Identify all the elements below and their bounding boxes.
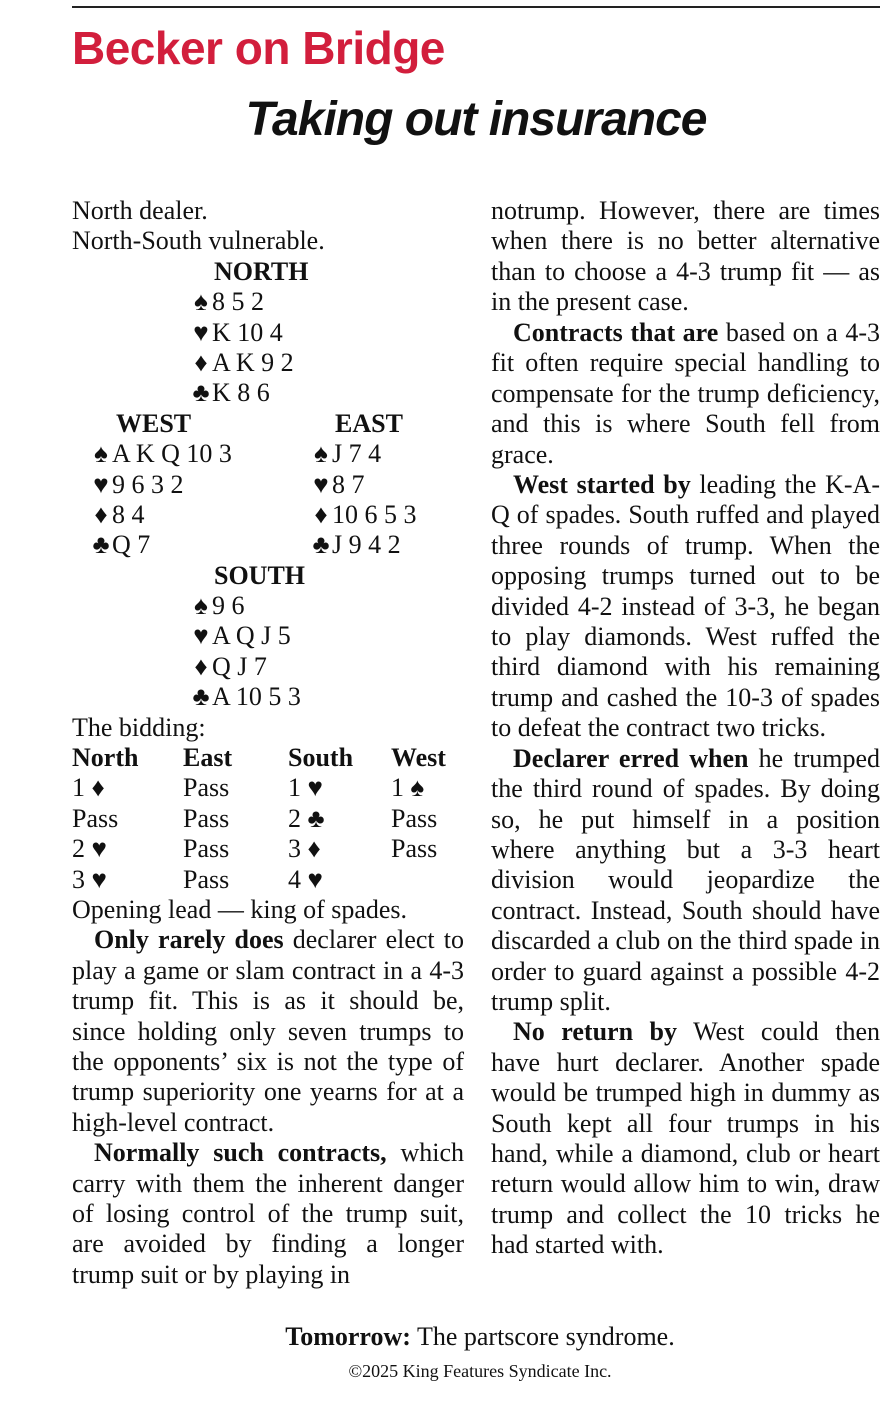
paragraph-2-start xyxy=(72,1138,464,1290)
bid: 1 ♥ xyxy=(288,773,323,803)
north-spades: 8 5 2 xyxy=(212,287,264,317)
paragraph-text: declarer elect to play a game or slam contract in a 4-3 trump fit. This is as it should be, since holding only seven trumps to the opponents’ six is not the type of trump superiority one yearns for at a high-level contract. xyxy=(72,925,464,1137)
vulnerability-line: North-South vulnerable. xyxy=(72,226,325,256)
east-diamonds: 10 6 5 3 xyxy=(332,499,417,529)
paragraph-2-continued xyxy=(491,196,880,318)
east-hearts: 8 7 xyxy=(332,469,365,499)
right-column xyxy=(491,196,880,1261)
bid: Pass xyxy=(183,803,230,833)
dealer-line: North dealer. xyxy=(72,196,208,225)
south-spades: 9 6 xyxy=(212,591,245,621)
north-clubs: K 8 6 xyxy=(212,378,270,408)
bid: 2 ♥ xyxy=(72,834,107,864)
paragraph-lead: No return by xyxy=(513,1017,678,1047)
bid: Pass xyxy=(183,834,230,864)
tomorrow-label: Tomorrow: xyxy=(285,1322,411,1351)
bidding-row xyxy=(72,804,464,834)
article-headline: Taking out insurance xyxy=(245,93,707,146)
bidding-row xyxy=(72,834,464,864)
north-label: NORTH xyxy=(214,256,309,286)
diamond-icon: ♦ xyxy=(194,347,208,377)
heart-icon: ♥ xyxy=(313,469,329,499)
bid: 1 ♦ xyxy=(72,773,105,803)
heart-icon: ♥ xyxy=(193,621,209,651)
bidding-header-west: West xyxy=(391,743,446,773)
bidding-header-row xyxy=(72,743,464,773)
south-label: SOUTH xyxy=(214,560,306,590)
west-spades: A K Q 10 3 xyxy=(112,439,232,469)
south-hand xyxy=(72,561,464,591)
west-east-labels xyxy=(72,409,464,439)
diamond-icon: ♦ xyxy=(194,651,208,681)
bid: 1 ♠ xyxy=(391,773,425,803)
club-icon: ♣ xyxy=(312,530,330,560)
bidding-row xyxy=(72,773,464,803)
bidding-label: The bidding: xyxy=(72,712,206,742)
bidding-row xyxy=(72,865,464,895)
paragraph-2-tail xyxy=(491,196,880,318)
east-label: EAST xyxy=(335,408,403,438)
west-diamonds: 8 4 xyxy=(112,499,145,529)
south-clubs: A 10 5 3 xyxy=(212,682,301,712)
spade-icon: ♠ xyxy=(194,591,208,621)
north-hearts: K 10 4 xyxy=(212,317,283,347)
paragraph-text: West could then have hurt declarer. Another spade would be trumped high in dummy as South kept all four trumps in his hand, while a diamond, club or heart return would allow him to win, draw trump and collect the 10 tricks he had started with. xyxy=(491,1017,880,1260)
east-spades: J 7 4 xyxy=(332,439,382,469)
paragraph-text: leading the K-A-Q of spades. South ruffed and played three rounds of trump. When the opposing trumps turned out to be divided 4-2 instead of 3-3, he began to play diamonds. West ruffed the third diamond with his remaining trump and cashed the 10-3 of spades to defeat the contract two tricks. xyxy=(491,470,880,743)
heart-icon: ♥ xyxy=(193,317,209,347)
paragraph-lead: Declarer erred when xyxy=(513,743,749,773)
paragraph-lead: West started by xyxy=(513,470,691,500)
bidding-header-east: East xyxy=(183,743,233,773)
bid: 3 ♦ xyxy=(288,834,321,864)
paragraph-text: he trumped the third round of spades. By doing so, he put himself in a position where anything but a 3-3 heart division would jeopardize the contract. Instead, South should have discarded a club on the third spade in order to guard against a possible 4-2 trump split. xyxy=(491,743,880,1016)
west-hearts: 9 6 3 2 xyxy=(112,469,184,499)
bidding-header-north: North xyxy=(72,743,139,773)
bid: 4 ♥ xyxy=(288,864,323,894)
bid: Pass xyxy=(391,803,438,833)
bid: Pass xyxy=(183,773,230,803)
club-icon: ♣ xyxy=(92,530,110,560)
bid: Pass xyxy=(183,864,230,894)
bid: 3 ♥ xyxy=(72,864,107,894)
paragraph-lead: Normally such contracts, xyxy=(94,1138,387,1168)
paragraph-3 xyxy=(491,318,880,470)
west-clubs: Q 7 xyxy=(112,530,151,560)
paragraph-5 xyxy=(491,744,880,1018)
west-label: WEST xyxy=(116,408,192,438)
paragraph-text: which carry with them the inherent danger of losing control of the trump suit, are avoided by finding a longer trump suit or by playing in xyxy=(72,1138,464,1289)
paragraph-text: notrump. However, there are times when there is no better alternative than to choose a 4-3 trump fit — as in the present case. xyxy=(491,196,880,317)
paragraph-lead: Contracts that are xyxy=(513,318,719,347)
bidding-header-south: South xyxy=(288,743,354,773)
diamond-icon: ♦ xyxy=(314,499,328,529)
bid: 2 ♣ xyxy=(288,803,325,833)
paragraph-4 xyxy=(491,470,880,744)
club-icon: ♣ xyxy=(192,378,210,408)
tomorrow-text: The partscore syndrome. xyxy=(410,1322,675,1351)
spade-icon: ♠ xyxy=(194,287,208,317)
paragraph-lead: Only rarely does xyxy=(94,925,284,955)
south-hearts: A Q J 5 xyxy=(212,621,291,651)
south-diamonds: Q J 7 xyxy=(212,651,267,681)
heart-icon: ♥ xyxy=(93,469,109,499)
bid: Pass xyxy=(72,803,119,833)
opening-lead: Opening lead — king of spades. xyxy=(72,894,408,924)
copyright-line: ©2025 King Features Syndicate Inc. xyxy=(348,1361,612,1381)
paragraph-6 xyxy=(491,1017,880,1260)
paragraph-1 xyxy=(72,925,464,1138)
spade-icon: ♠ xyxy=(94,439,108,469)
east-clubs: J 9 4 2 xyxy=(332,530,401,560)
diamond-icon: ♦ xyxy=(94,499,108,529)
club-icon: ♣ xyxy=(192,682,210,712)
left-column xyxy=(72,196,464,1290)
spade-icon: ♠ xyxy=(314,439,328,469)
tomorrow-teaser xyxy=(0,1322,880,1352)
column-masthead: Becker on Bridge xyxy=(72,22,445,74)
top-rule xyxy=(72,6,880,8)
paragraph-text: based on a 4-3 fit often require special handling to compensate for the trump deficiency, and this is where South fell from grace. xyxy=(491,318,880,469)
bid: Pass xyxy=(391,834,438,864)
north-diamonds: A K 9 2 xyxy=(212,347,294,377)
north-hand xyxy=(72,257,464,287)
